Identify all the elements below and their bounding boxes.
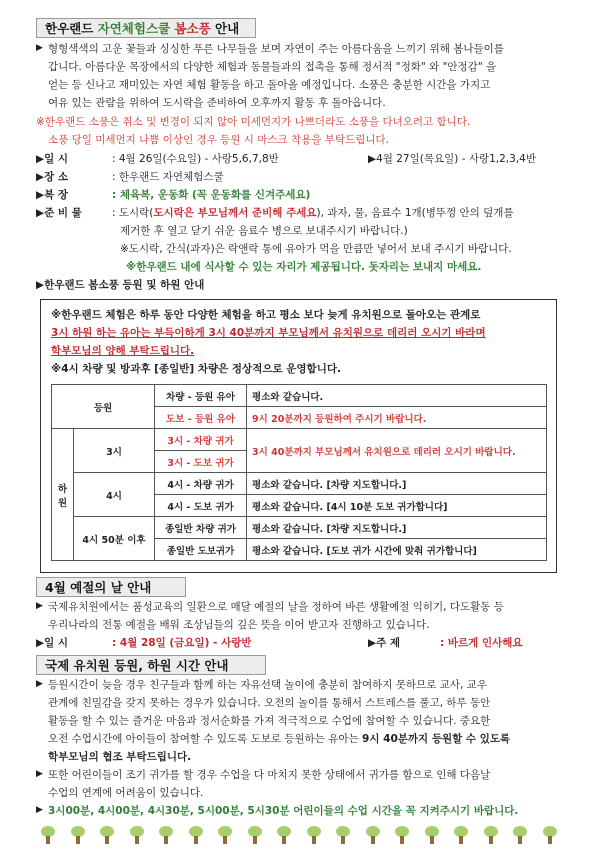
bullet-icon: ▶ [36, 679, 43, 689]
section-header-hours [36, 655, 266, 675]
tree-icon [276, 826, 292, 844]
dress-value: : 체육복, 운동화 (꼭 운동화를 신겨주세요) [112, 189, 311, 201]
warning-line: ※한우랜드 소풍은 취소 및 변경이 되지 않아 미세먼지가 나쁘더라도 소풍을 다녀오려고 합니다. [36, 116, 471, 128]
hours-line: 학부모님의 협조 부탁드립니다. [48, 751, 192, 763]
leave-cell: 하원 [52, 429, 74, 561]
section-title-hours: 국제 유치원 등원, 하원 시간 안내 [45, 658, 229, 673]
etiquette-line: 우리나라의 전통 예절을 배워 조상님들의 깊은 뜻을 이어 받고자 진행하고 있습니다. [48, 619, 430, 631]
hours-line [48, 730, 568, 748]
type-cell: 3시 - 도보 귀가 [155, 451, 247, 473]
title-highlight: 봄소풍 [174, 21, 211, 36]
note-cell: 평소와 같습니다. [4시 10분 도보 귀가합니다] [247, 495, 547, 517]
supplies-text: ), 과자, 물, 음료수 1개(병뚜껑 안의 덮개를 [316, 207, 514, 219]
supplies-line-3: ※도시락, 간식(과자)은 락앤락 통에 유아가 먹을 만큼만 넣어서 보내 주시기 바랍니다. [120, 243, 512, 255]
intro-paragraph [48, 40, 568, 112]
tree-icon [394, 826, 410, 844]
etiquette-paragraph [48, 598, 568, 634]
title-part: 한우랜드 [45, 21, 98, 36]
tree-icon [247, 826, 263, 844]
etiquette-date-label: ▶일 시 [36, 637, 69, 649]
table-row [52, 385, 547, 407]
section-title-etiquette: 4월 예절의 날 안내 [45, 580, 152, 595]
bullet-icon: ▶ [36, 805, 43, 815]
tree-icon [129, 826, 145, 844]
section-header-picnic [36, 18, 256, 38]
arrive-cell: 등원 [52, 385, 155, 429]
type-cell: 4시 - 차량 귀가 [155, 473, 247, 495]
warning-note [36, 113, 568, 149]
tree-icon [217, 826, 233, 844]
warning-line: 소풍 당일 미세먼지 나쁨 이상인 경우 등원 시 마스크 착용을 부탁드립니다. [48, 134, 390, 146]
hours-line: 등원시간이 늦을 경우 친구들과 함께 하는 자유선택 놀이에 충분히 참여하지 못하므로 교사, 교우 [48, 679, 487, 691]
tree-icon [306, 826, 322, 844]
intro-line: 갑니다. 아름다운 목장에서의 다양한 체험과 동물들과의 접촉을 통해 정서적 "정화" 와 "안정감" 을 [48, 61, 497, 73]
bullet-icon: ▶ [36, 601, 43, 611]
date-label: ▶일 시 [36, 153, 69, 165]
note-cell: 평소와 같습니다. [도보 귀가 시간에 맞춰 귀가합니다] [247, 539, 547, 561]
time-cell: 3시 [74, 429, 155, 473]
box-line-4: ※4시 차량 및 방과후 [종일반] 차량은 정상적으로 운영합니다. [51, 363, 341, 375]
tree-icon [453, 826, 469, 844]
type-cell: 차량 - 등원 유아 [155, 385, 247, 407]
title-part: 안내 [210, 21, 240, 36]
tree-icon [70, 826, 86, 844]
time-cell: 4시 [74, 473, 155, 517]
supplies-label: ▶준 비 물 [36, 207, 82, 219]
note-cell: 평소와 같습니다. [차량 지도합니다.] [247, 517, 547, 539]
etiquette-topic-label: ▶주 제 [368, 637, 401, 649]
tree-icon [158, 826, 174, 844]
intro-line: 형형색색의 고운 꽃들과 싱싱한 푸른 나무들을 보며 자연이 주는 아름다움을 느끼기 위해 봄나들이를 [48, 43, 504, 55]
hours-paragraph [48, 676, 568, 766]
intro-line: 얻는 등 신나고 재미있는 자연 체험 활동을 하고 돌아올 예정입니다. 소풍은 충분한 시간을 가지고 [48, 79, 491, 91]
note-cell: 3시 40분까지 부모님께서 유치원으로 데리러 오시기 바랍니다. [247, 429, 547, 473]
tree-icon [483, 826, 499, 844]
table-row [52, 429, 547, 451]
table-row [52, 473, 547, 495]
hours-bold-text: 9시 40분까지 등원할 수 있도록 [362, 733, 511, 745]
place-label: ▶장 소 [36, 171, 69, 183]
attendance-notice-box [40, 299, 557, 573]
note-cell: 평소와 같습니다. [247, 385, 547, 407]
box-line-1: ※한우랜드 체험은 하루 동안 다양한 체험을 하고 평소 보다 늦게 유치원으로 돌아오는 관계로 [51, 309, 481, 321]
type-cell: 종일반 차량 귀가 [155, 517, 247, 539]
type-cell: 도보 - 등원 유아 [155, 407, 247, 429]
dress-label: ▶복 장 [36, 189, 69, 201]
box-line-2: 3시 하원 하는 유아는 부득이하게 3시 40분까지 부모님께서 유치원으로 데리러 오시기 바라며 [51, 327, 486, 339]
table-row [52, 517, 547, 539]
section-header-etiquette [36, 577, 186, 597]
tree-icon [542, 826, 558, 844]
schedule-table [51, 384, 547, 561]
tree-icon [512, 826, 528, 844]
hours-line: 활동을 할 수 있는 즐거운 마음과 정서순화를 가져 적극적으로 수업에 참여할 수 있습니다. 중요한 [48, 715, 491, 727]
tree-icon [365, 826, 381, 844]
box-line-3: 학부모님의 양해 부탁드립니다. [51, 345, 195, 357]
hours-text: 오전 수업시간에 아이들이 참여할 수 있도록 도보로 등원하는 유아는 [48, 733, 363, 745]
tree-icon [99, 826, 115, 844]
hours-emphasis: 3시00분, 4시00분, 4시30분, 5시00분, 5시30분 어린이들의 수업 시간을 꼭 지켜주시기 바랍니다. [48, 805, 519, 817]
hours-line: 관계에 친밀감을 갖지 못하는 경우가 있습니다. 오전의 놀이를 통해서 스트레스를 풀고, 하루 동안 [48, 697, 491, 709]
hours-line: 또한 어린이들이 조기 귀가를 할 경우 수업을 다 마치지 못한 상태에서 귀가를 함으로 인해 다음날 [48, 769, 491, 781]
bullet-icon: ▶ [36, 43, 43, 53]
place-value: : 한우랜드 자연체험스쿨 [112, 171, 224, 183]
note-cell: 평소와 같습니다. [차량 지도합니다.] [247, 473, 547, 495]
title-highlight: 자연체험스쿨 [97, 21, 171, 36]
etiquette-topic-value: : 바르게 인사해요 [440, 637, 523, 649]
tree-icon [424, 826, 440, 844]
supplies-line-1 [112, 204, 514, 222]
bullet-icon: ▶ [36, 769, 43, 779]
time-cell: 4시 50분 이후 [74, 517, 155, 561]
etiquette-date-value: : 4월 28일 (금요일) - 사랑반 [112, 637, 252, 649]
type-cell: 4시 - 도보 귀가 [155, 495, 247, 517]
type-cell: 종일반 도보귀가 [155, 539, 247, 561]
note-cell: 9시 20분까지 등원하여 주시기 바랍니다. [247, 407, 547, 429]
attendance-heading: ▶한우랜드 봄소풍 등원 및 하원 안내 [36, 279, 205, 291]
date-value-2: ▶4월 27일(목요일) - 사랑1,2,3,4반 [368, 153, 536, 165]
hours-paragraph-2 [48, 766, 568, 802]
tree-icon [335, 826, 351, 844]
hours-line: 수업의 연계에 어려움이 있습니다. [48, 787, 204, 799]
date-value-1: : 4월 26일(수요일) - 사랑5,6,7,8반 [112, 153, 279, 165]
supplies-text: : 도시락( [112, 207, 154, 219]
etiquette-line: 국제유치원에서는 품성교육의 일환으로 매달 예절의 날을 정하여 바른 생활예절 익히기, 다도활동 등 [48, 601, 504, 613]
supplies-line-2: 제거한 후 열고 닫기 쉬운 음료수 병으로 보내주시기 바랍니다.) [120, 225, 408, 237]
intro-line: 여유 있는 관람을 위하여 도시락을 준비하여 오후까지 활동 후 돌아옵니다. [48, 97, 386, 109]
tree-icon [188, 826, 204, 844]
supplies-line-4: ※한우랜드 내에 식사할 수 있는 자리가 제공됩니다. 돗자리는 보내지 마세요. [126, 261, 482, 273]
section-title-picnic [45, 19, 239, 37]
supplies-red-text: 도시락은 부모님께서 준비해 주세요 [153, 207, 317, 219]
type-cell: 3시 - 차량 귀가 [155, 429, 247, 451]
tree-icon [40, 826, 56, 844]
